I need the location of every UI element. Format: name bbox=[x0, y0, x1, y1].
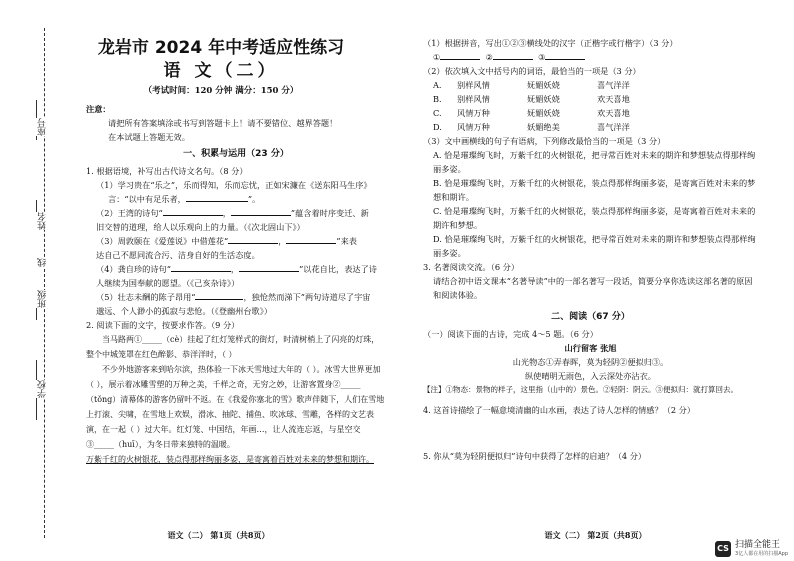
option-c: C. 风情万种 妩媚妖娆 欢天喜地 bbox=[433, 108, 630, 118]
exam-title: 龙岩市 2024 年中考适应性练习 bbox=[97, 38, 345, 58]
q1-4-line-b: 人继续为国奉献的愿望。（《己亥杂诗》） bbox=[96, 278, 240, 288]
q2-3-option-c: C. 恰是璀璨绚飞时，万紫千红的火树银花，装点得那样绚丽多姿，是寄寓着百姓对未来的期许和梦想。 bbox=[433, 206, 756, 230]
q2-3-option-a: A. 恰是璀璨绚飞时，万紫千红的火树银花，把寻常百姓对未来的期许和梦想装点得那样绚丽多姿。 bbox=[433, 150, 756, 174]
passage bbox=[86, 332, 386, 467]
passage-p2: 不少外地游客来到哈尔滨，热体验一下冰天雪地过大年的（ ）。冰雪大世界更加（ ），展示着冰雕雪塑的万种之美，千样之奇，无穷之妙，让游客置身②_____（tǒng）清幕体的游客仍留叶不返。在《我爱你塞北的雪》歌声伴随下，人们在雪地上打滚、尖啸，在雪地上欢娱，滑冰、抽陀、捕鱼、吹冰球、雪雕，各样的文艺表演，在一起（ ）过大年。红灯笼、中国结，年画…，让人流连忘返，与星空交③_____（huī），为冬日带来独特的温暖。 bbox=[86, 365, 385, 449]
option-d: D. 风情万种 妖媚绝美 喜气洋洋 bbox=[433, 122, 630, 132]
poem-line-1: 山光物态①弄春晖，莫为轻阴②便拟归③。 bbox=[512, 357, 669, 367]
scanner-sub: 3亿人都在用的扫描App bbox=[735, 551, 788, 557]
q2-2: （2）依次填入文中括号内的词语，最恰当的一项是（3 分） bbox=[423, 66, 641, 76]
q2-1-blanks: ① ② ③ bbox=[423, 50, 758, 64]
class-label: 班级 bbox=[38, 290, 48, 308]
option-b: B. 别样风情 妩媚妖娆 欢天喜地 bbox=[433, 94, 630, 104]
note-line-2: 在本试题上答题无效。 bbox=[108, 132, 190, 142]
note-head: 注意： bbox=[86, 104, 111, 114]
q1-3-line-b: 达自己不愿同流合污、洁身自好的生活态度。 bbox=[96, 250, 260, 260]
passage-underlined-sentence: 万紫千红的火树银花，装点得那样绚丽多姿，是寄寓着百姓对未来的梦想和期许。 bbox=[86, 455, 374, 464]
question-1: 1. 根据语境，补写出古代诗文名句。（8 分） bbox=[86, 166, 248, 176]
q2-3: （3）文中画横线的句子有语病，下列修改最恰当的一项是（3 分） bbox=[423, 136, 666, 146]
scanner-logo-icon: CS bbox=[715, 541, 731, 557]
q1-5-line-b: 邈远、个人渺小的孤寂与悲怆。（《登幽州台歌》） bbox=[96, 306, 273, 316]
line-label: 线 bbox=[38, 258, 48, 267]
question-4: 4. 这首诗描绘了一幅意境清幽的山水画，表达了诗人怎样的情感？（2 分） bbox=[423, 405, 696, 415]
passage-p1: 当马路两①_____（cè）挂起了红灯笼样式的街灯，时清树梢上了闪亮的灯珠，整个中城笼罩在红色醉影、恭洋洋时，（ ） bbox=[86, 335, 380, 359]
section-1-title: 一、积累与运用（23 分） bbox=[183, 149, 289, 159]
q1-2-line-a: （2）王湾的诗句“ ， ”蕴含着时序变迁、新 bbox=[96, 208, 369, 218]
poem-line-2: 纵使晴明无雨色，入云深处亦沾衣。 bbox=[524, 371, 656, 381]
scanner-watermark bbox=[715, 540, 788, 557]
subsection-1: （一）阅读下面的古诗，完成 4～5 题。（6 分） bbox=[423, 329, 598, 339]
q1-1-line-b: 言：“以中有足乐者， ”。 bbox=[108, 194, 261, 204]
page-right bbox=[397, 0, 794, 561]
section-2-title: 二、阅读（67 分） bbox=[551, 312, 630, 322]
poem-note: 【注】①物态：景物的样子，这里指（山中的）景色。②轻阴：阴云。③便拟归：就打算回去。 bbox=[423, 385, 738, 394]
poem-title: 山行留客 张旭 bbox=[564, 343, 617, 353]
question-2: 2. 阅读下面的文字，按要求作答。（9 分） bbox=[86, 320, 240, 330]
q2-3-option-d: D. 恰是璀璨绚飞时，万紫千红的火树银花，把寻常百姓对未来的期许和梦想装点得那样绚丽多姿。 bbox=[433, 234, 756, 258]
binding-margin bbox=[0, 0, 62, 561]
school-label: 学校 bbox=[38, 380, 48, 398]
footer-right: 语文（二） 第2页（共8页） bbox=[544, 530, 647, 540]
q1-2-line-b: 旧交替的道理，给人以乐观向上的力量。（《次北固山下》） bbox=[96, 222, 305, 232]
right-content bbox=[423, 36, 758, 463]
q1-4-line-a: （4）龚自珍的诗句“ ， ”以花自比，表达了诗 bbox=[96, 264, 377, 274]
question-3-text: 请结合初中语文课本“名著导读”中的一部名著写一段话，简要分享你选读这部名著的原因和阅读体验。 bbox=[433, 276, 753, 300]
q2-1: （1）根据拼音，写出①②③横线处的汉字（正楷字或行楷字）（3 分） bbox=[423, 38, 678, 48]
seat-label: 座号 bbox=[38, 118, 48, 136]
question-5: 5. 你从“莫为轻阴便拟归”诗句中获得了怎样的启迪？（4 分） bbox=[423, 451, 647, 461]
q1-1-line-a: （1）学习贵在“乐之”，乐而得知，乐而忘忧，正如宋濂在《送东阳马生序》 bbox=[96, 180, 372, 190]
q2-3-option-b: B. 恰是璀璨绚飞时，万紫千红的火树银花，装点得那样绚丽多姿，是寄寓百姓对未来的梦想和期许。 bbox=[433, 178, 756, 202]
name-label: 姓名 bbox=[38, 212, 48, 230]
scanner-name: 扫描全能王 bbox=[735, 540, 781, 550]
binding-dashed-line bbox=[44, 28, 45, 538]
q1-3-line-a: （3）周敦颐在《爱莲说》中借莲花“ ， ”来表 bbox=[96, 236, 357, 246]
exam-info: （考试时间：120 分钟 满分：150 分） bbox=[143, 86, 299, 96]
q1-5-line-a: （5）壮志未酬的陈子昂用“ ，独怆然而涕下”两句诗道尽了宇宙 bbox=[96, 292, 371, 302]
exam-subtitle: 语 文（二） bbox=[163, 61, 279, 81]
note-line-1: 请把所有答案填涂或书写到答题卡上！请不要错位、越界答题！ bbox=[108, 118, 338, 128]
left-content bbox=[86, 36, 386, 467]
question-3: 3. 名著阅读交流。（6 分） bbox=[423, 262, 520, 272]
option-a: A. 别样风情 妩媚妖娆 喜气洋洋 bbox=[433, 80, 630, 90]
footer-left: 语文（二） 第1页（共8页） bbox=[167, 530, 270, 540]
